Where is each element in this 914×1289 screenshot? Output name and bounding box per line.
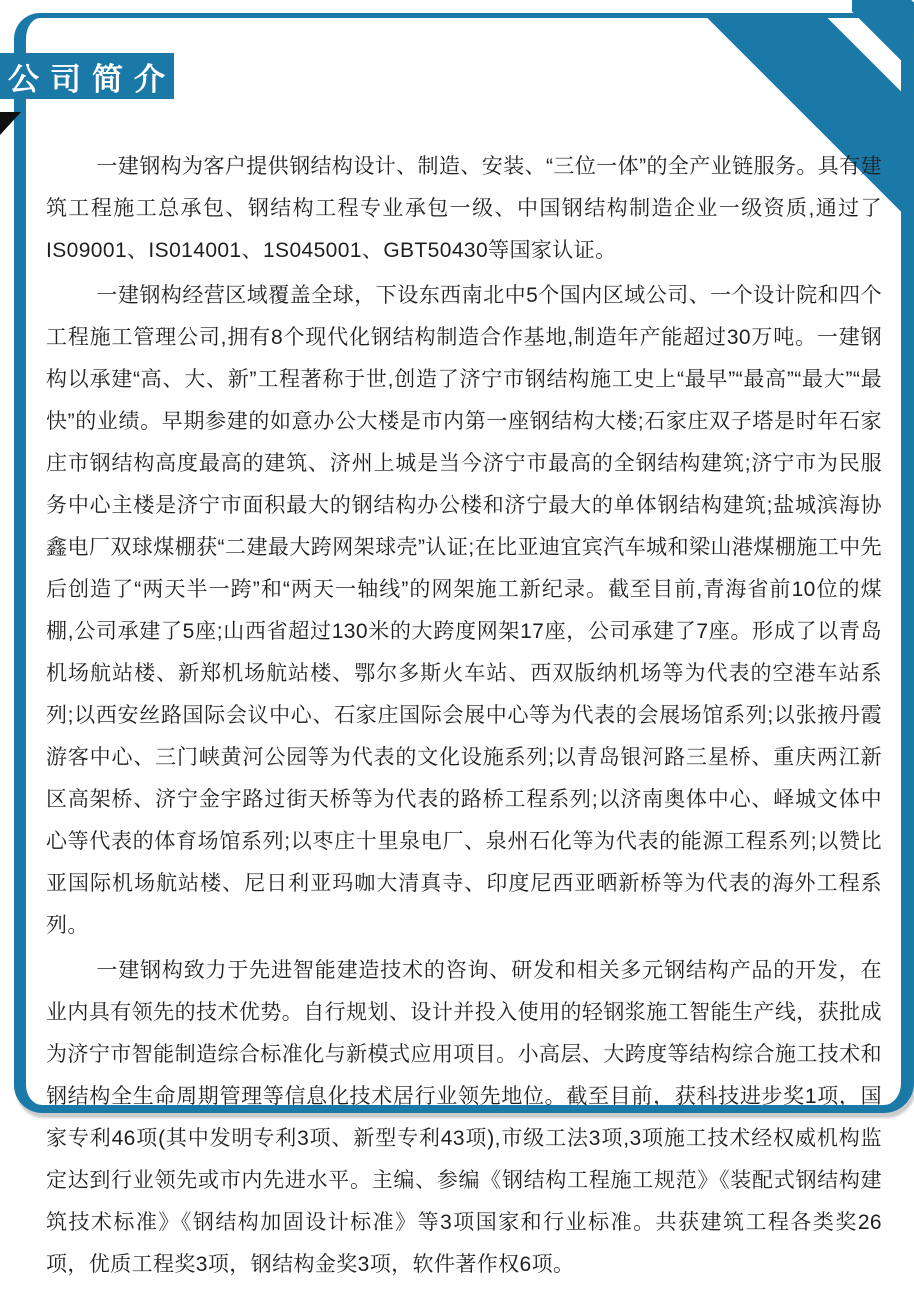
paragraph-operations-projects: 一建钢构经营区域覆盖全球，下设东西南北中5个国内区域公司、一个设计院和四个工程施工管理公司,拥有8个现代化钢结构制造合作基地,制造年产能超过30万吨。一建钢构以承建“高、大、新”工程著称于世,创造了济宁市钢结构施工史上“最早”“最高”“最大”“最快”的业绩。早期参建的如意办公大楼是市内第一座钢结构大楼;石家庄双子塔是时年石家庄市钢结构高度最高的建筑、济州上城是当今济宁市最高的全钢结构建筑;济宁市为民服务中心主楼是济宁市面积最大的钢结构办公楼和济宁最大的单体钢结构建筑;盐城滨海协鑫电厂双球煤棚获“二建最大跨网架球壳”认证;在比亚迪宜宾汽车城和梁山港煤棚施工中先后创造了“两天半一跨”和“两天一轴线”的网架施工新纪录。截至目前,青海省前10位的煤棚,公司承建了5座;山西省超过130米的大跨度网架17座，公司承建了7座。形成了以青岛机场航站楼、新郑机场航站楼、鄂尔多斯火车站、西双版纳机场等为代表的空港车站系列;以西安丝路国际会议中心、石家庄国际会展中心等为代表的会展场馆系列;以张掖丹霞游客中心、三门峡黄河公园等为代表的文化设施系列;以青岛银河路三星桥、重庆两江新区高架桥、济宁金宇路过街天桥等为代表的路桥工程系列;以济南奥体中心、峄城文体中心等代表的体育场馆系列;以枣庄十里泉电厂、泉州石化等为代表的能源工程系列;以赞比亚国际机场航站楼、尼日利亚玛咖大清真寺、印度尼西亚晒新桥等为代表的海外工程系列。	[46, 284, 882, 937]
top-margin-mask	[0, 0, 852, 13]
page-title-box	[0, 53, 174, 99]
company-profile-text	[46, 146, 882, 1289]
paragraph-technology-awards: 一建钢构致力于先进智能建造技术的咨询、研发和相关多元钢结构产品的开发，在业内具有领先的技术优势。自行规划、设计并投入使用的轻钢浆施工智能生产线，获批成为济宁市智能制造综合标准化与新模式应用项目。小高层、大跨度等结构综合施工技术和钢结构全生命周期管理等信息化技术居行业领先地位。截至目前，获科技进步奖1项，国家专利46项(其中发明专利3项、新型专利43项),市级工法3项,3项施工技术经权威机构监定达到行业领先或市内先进水平。主编、参编《钢结构工程施工规范》《装配式钢结构建筑技术标准》《钢结构加固设计标准》等3项国家和行业标准。共获建筑工程各类奖26项，优质工程奖3项，钢结构金奖3项，软件著作权6项。	[46, 959, 882, 1276]
black-triangle-icon	[0, 112, 21, 135]
paragraph-services-qualifications: 一建钢构为客户提供钢结构设计、制造、安装、“三位一体”的全产业链服务。具有建筑工程施工总承包、钢结构工程专业承包一级、中国钢结构制造企业一级资质,通过了IS09001、IS014001、1S045001、GBT50430等国家认证。	[46, 155, 882, 262]
page-title: 公司简介	[8, 61, 176, 97]
